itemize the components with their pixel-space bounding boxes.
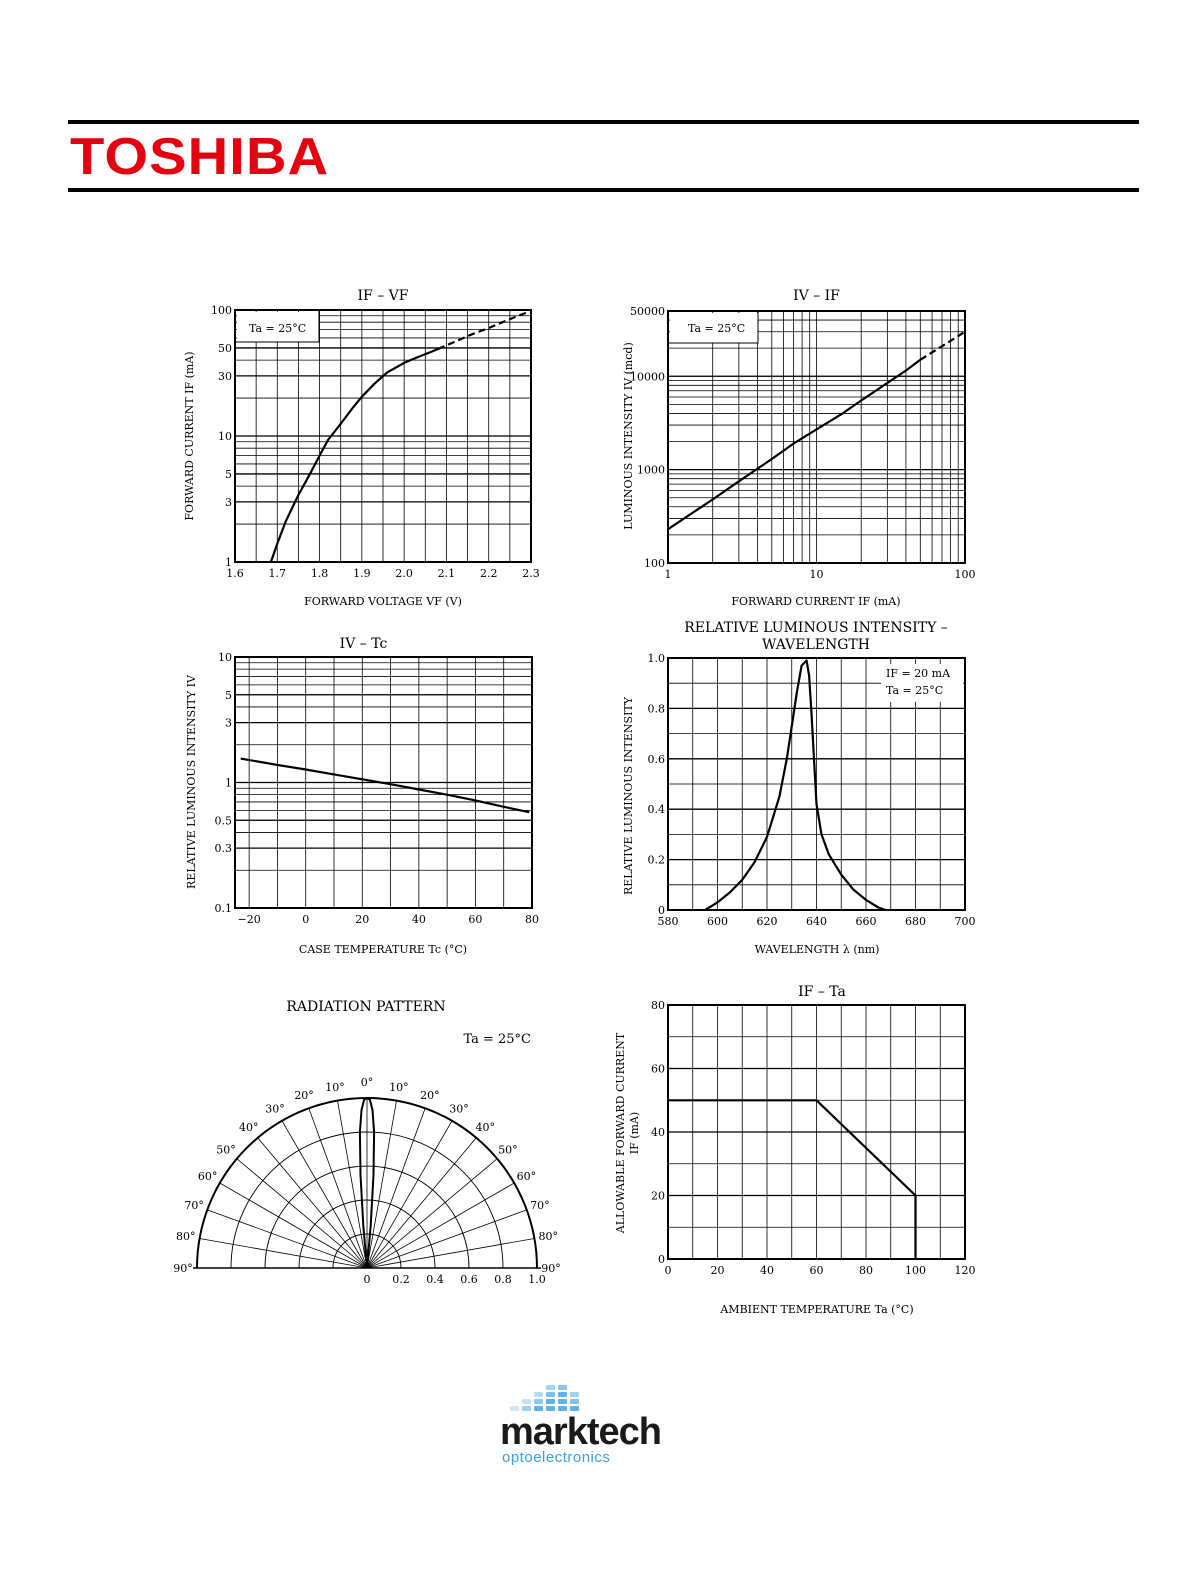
if-vf-ytick-label: 30 <box>218 369 232 383</box>
rel-wavelength-title2: WAVELENGTH <box>762 637 870 653</box>
iv-if-ytick-label: 100 <box>644 557 665 570</box>
iv-tc-ytick-label: 5 <box>225 688 232 702</box>
radiation-pattern-angle-label: 0° <box>360 1076 374 1089</box>
if-ta-xtick-label: 60 <box>809 1264 824 1277</box>
if-ta-xtick-label: 120 <box>954 1264 976 1277</box>
radiation-pattern-title: RADIATION PATTERN <box>286 999 446 1015</box>
radiation-pattern-angle-label: 60° <box>197 1170 218 1183</box>
if-vf-annotation: Ta = 25°C <box>249 322 307 335</box>
if-ta-xtick-label: 0 <box>664 1264 672 1277</box>
iv-if-xtick-label: 1 <box>664 568 672 581</box>
if-vf-xtick-label: 1.7 <box>268 567 287 580</box>
if-ta-ylabel: ALLOWABLE FORWARD CURRENT <box>614 1032 627 1234</box>
if-vf-xtick-label: 1.8 <box>310 567 329 580</box>
if-ta-xlabel: AMBIENT TEMPERATURE Ta (°C) <box>720 1303 914 1316</box>
if-ta-ytick-label: 60 <box>651 1062 665 1076</box>
iv-tc-ytick-label: 1 <box>225 776 232 790</box>
rel-wavelength-title: RELATIVE LUMINOUS INTENSITY – <box>684 620 948 636</box>
if-ta-xtick-label: 40 <box>760 1264 774 1277</box>
iv-tc-ytick-label: 0.3 <box>214 842 232 856</box>
if-ta-ytick-label: 0 <box>658 1253 665 1266</box>
rel-wavelength-xtick-label: 580 <box>657 915 679 928</box>
rel-wavelength-series-spectrum <box>705 661 886 911</box>
if-vf-xtick-label: 2.0 <box>395 567 413 580</box>
iv-if-ytick-label: 50000 <box>630 305 665 318</box>
iv-tc-xtick-label: 20 <box>355 913 370 926</box>
rel-wavelength-xtick-label: 660 <box>855 915 877 928</box>
radiation-pattern-angle-label: 30° <box>265 1102 285 1116</box>
radiation-pattern-angle-label: 10° <box>389 1080 409 1094</box>
iv-if-xtick-label: 10 <box>809 568 824 581</box>
rel-wavelength-ytick-label: 0 <box>658 904 665 917</box>
rel-wavelength-chart <box>622 620 976 956</box>
iv-if-xlabel: FORWARD CURRENT IF (mA) <box>731 595 901 608</box>
if-vf-ylabel: FORWARD CURRENT IF (mA) <box>183 351 196 521</box>
toshiba-logo: TOSHIBA <box>70 128 330 186</box>
iv-if-ylabel: LUMINOUS INTENSITY IV (mcd) <box>622 342 635 530</box>
if-ta-xtick-label: 20 <box>710 1264 725 1277</box>
if-vf-title: IF – VF <box>357 288 409 304</box>
rel-wavelength-xlabel: WAVELENGTH λ (nm) <box>754 943 880 956</box>
rel-wavelength-xtick-label: 680 <box>905 915 926 928</box>
if-vf-xtick-label: 1.9 <box>353 567 371 580</box>
radiation-pattern-angle-label: 80° <box>538 1230 558 1244</box>
radiation-pattern-angle-label: 50° <box>216 1143 236 1157</box>
radiation-pattern-radial-label: 0.6 <box>460 1273 478 1286</box>
iv-tc-xtick-label: −20 <box>237 913 261 926</box>
if-ta-ylabel2: IF (mA) <box>628 1111 641 1155</box>
iv-tc-ylabel: RELATIVE LUMINOUS INTENSITY IV <box>185 675 198 889</box>
rel-wavelength-ylabel: RELATIVE LUMINOUS INTENSITY <box>622 696 635 896</box>
rel-wavelength-xtick-label: 700 <box>954 915 976 928</box>
if-vf-ytick-label: 5 <box>225 467 232 481</box>
if-vf-series-dashed <box>438 312 529 349</box>
rel-wavelength-annotation: IF = 20 mA <box>886 667 951 680</box>
marktech-logo-text: marktech <box>500 1411 661 1453</box>
if-vf-ytick-label: 1 <box>225 556 232 569</box>
iv-tc-ytick-label: 0.5 <box>214 814 232 828</box>
radiation-pattern-radial-label: 0.8 <box>494 1273 512 1286</box>
iv-tc-xtick-label: 60 <box>468 913 483 926</box>
if-vf-ytick-label: 100 <box>211 304 232 317</box>
radiation-pattern-angle-label: 30° <box>449 1102 469 1116</box>
iv-if-xtick-label: 100 <box>954 568 976 581</box>
rel-wavelength-ytick-label: 0.8 <box>647 702 665 716</box>
iv-if-chart <box>622 288 976 608</box>
radiation-pattern-angle-label: 20° <box>294 1089 314 1103</box>
if-vf-xtick-label: 2.1 <box>437 567 456 580</box>
iv-if-ytick-label: 10000 <box>630 370 665 384</box>
if-vf-xtick-label: 2.3 <box>522 567 540 580</box>
iv-tc-xlabel: CASE TEMPERATURE Tc (°C) <box>298 943 468 956</box>
if-vf-xtick-label: 2.2 <box>479 567 498 580</box>
if-vf-ytick-label: 50 <box>218 341 232 355</box>
radiation-pattern-angle-label: 50° <box>498 1143 518 1157</box>
rel-wavelength-annotation2: Ta = 25°C <box>886 684 944 697</box>
iv-tc-ytick-label: 3 <box>225 716 232 730</box>
radiation-pattern-radial-label: 1.0 <box>528 1273 546 1286</box>
if-vf-chart <box>183 288 540 608</box>
if-ta-ytick-label: 80 <box>651 999 665 1012</box>
iv-tc-series-curve <box>241 759 530 813</box>
if-vf-ytick-label: 10 <box>218 430 232 443</box>
rel-wavelength-xtick-label: 640 <box>806 915 827 928</box>
radiation-pattern-angle-label: 20° <box>420 1089 440 1103</box>
rel-wavelength-ytick-label: 0.2 <box>647 853 665 867</box>
if-ta-chart <box>614 984 976 1316</box>
radiation-pattern-angle-label: 90° <box>541 1262 561 1275</box>
rel-wavelength-xtick-label: 600 <box>707 915 728 928</box>
radiation-pattern-radial-label: 0.2 <box>392 1273 410 1286</box>
iv-tc-xtick-label: 0 <box>302 913 310 926</box>
radiation-pattern-chart <box>173 999 561 1286</box>
if-vf-xlabel: FORWARD VOLTAGE VF (V) <box>304 595 462 608</box>
radiation-pattern-radial-label: 0.4 <box>426 1273 444 1286</box>
iv-tc-ytick-label: 0.1 <box>214 902 232 915</box>
radiation-pattern-angle-label: 10° <box>325 1080 345 1094</box>
radiation-pattern-angle-label: 70° <box>530 1199 550 1213</box>
if-ta-xtick-label: 80 <box>859 1264 873 1277</box>
radiation-pattern-angle-label: 40° <box>475 1121 496 1135</box>
iv-tc-chart <box>185 636 539 956</box>
if-vf-xtick-label: 1.6 <box>226 567 244 580</box>
iv-tc-ytick-label: 10 <box>218 651 232 664</box>
rel-wavelength-xtick-label: 620 <box>756 915 778 928</box>
if-ta-xtick-label: 100 <box>905 1264 926 1277</box>
iv-if-annotation: Ta = 25°C <box>688 322 746 335</box>
marktech-logo-subtext: optoelectronics <box>502 1449 611 1466</box>
radiation-pattern-angle-label: 90° <box>173 1262 193 1275</box>
radiation-pattern-angle-label: 70° <box>184 1199 204 1213</box>
radiation-pattern-angle-label: 80° <box>176 1230 196 1244</box>
iv-tc-xtick-label: 80 <box>525 913 539 926</box>
if-ta-ytick-label: 40 <box>651 1126 665 1139</box>
iv-tc-title: IV – Tc <box>339 636 388 652</box>
iv-if-title: IV – IF <box>793 288 840 304</box>
if-ta-ytick-label: 20 <box>651 1189 665 1203</box>
iv-tc-xtick-label: 40 <box>411 913 426 926</box>
rel-wavelength-ytick-label: 1.0 <box>647 652 665 665</box>
rel-wavelength-ytick-label: 0.4 <box>647 803 665 817</box>
radiation-pattern-angle-label: 60° <box>516 1170 537 1183</box>
radiation-pattern-angle-label: 40° <box>238 1121 259 1135</box>
radiation-pattern-annotation: Ta = 25°C <box>463 1032 531 1047</box>
if-ta-title: IF – Ta <box>798 984 846 1000</box>
iv-if-ytick-label: 1000 <box>637 463 665 477</box>
radiation-pattern-radial-label: 0 <box>363 1273 371 1286</box>
rel-wavelength-ytick-label: 0.6 <box>647 752 665 766</box>
if-vf-ytick-label: 3 <box>225 495 232 509</box>
